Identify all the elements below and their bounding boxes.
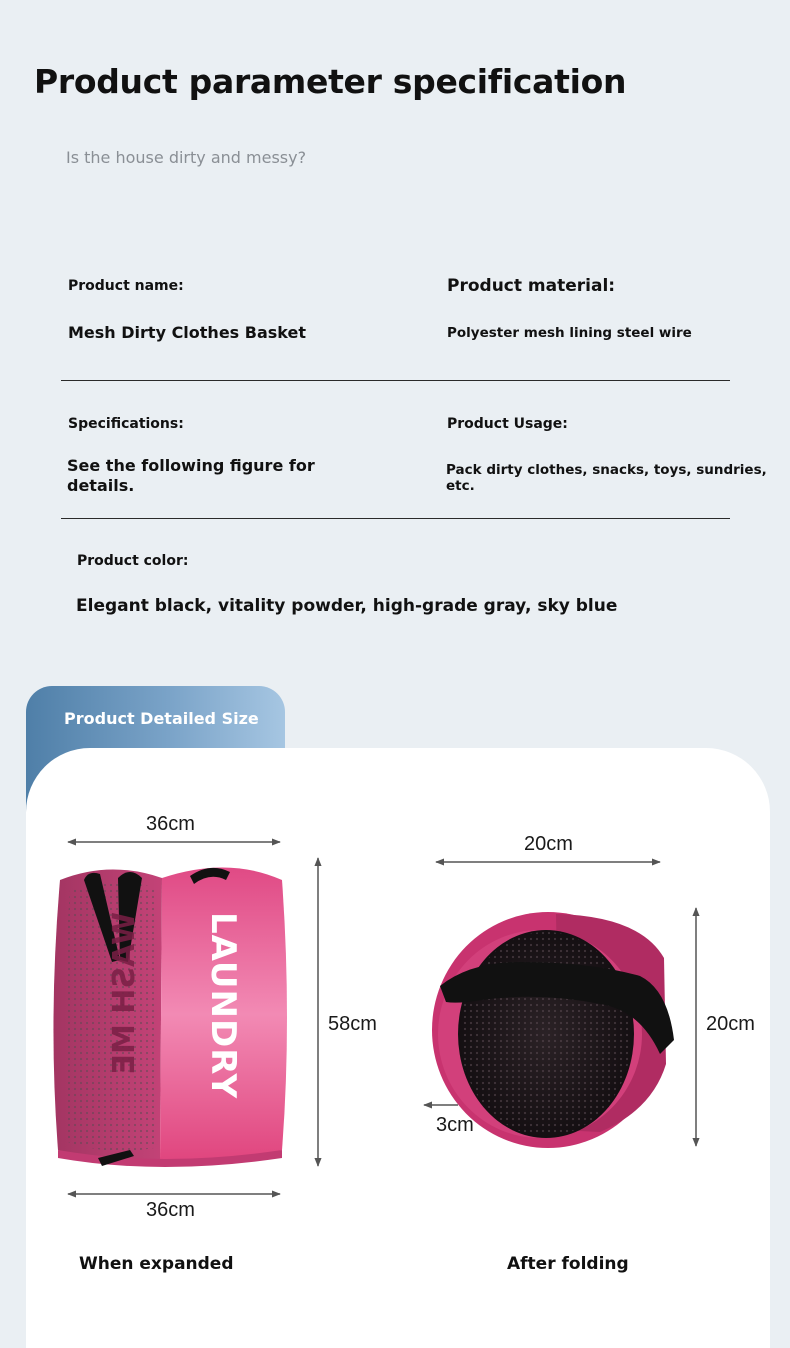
expanded-basket-image xyxy=(53,867,287,1167)
product-name-value: Mesh Dirty Clothes Basket xyxy=(68,323,306,342)
page-title: Product parameter specification xyxy=(34,62,627,101)
specifications-label: Specifications: xyxy=(68,416,184,432)
product-usage-label: Product Usage: xyxy=(447,416,568,432)
specifications-value: See the following figure for details. xyxy=(67,456,315,495)
product-material-label: Product material: xyxy=(447,276,616,296)
expanded-height-label: 58cm xyxy=(328,1013,377,1035)
product-material-value: Polyester mesh lining steel wire xyxy=(447,325,692,341)
product-color-label: Product color: xyxy=(77,553,189,569)
expanded-width-bottom-label: 36cm xyxy=(146,1199,195,1221)
basket-laundry-text: LAUNDRY xyxy=(203,912,243,1100)
folded-height-label: 20cm xyxy=(706,1013,755,1035)
folded-width-label: 20cm xyxy=(524,833,573,855)
folded-thickness-label: 3cm xyxy=(436,1114,474,1136)
size-section-tab-label: Product Detailed Size xyxy=(64,709,259,728)
folded-caption: After folding xyxy=(507,1254,629,1274)
product-color-value: Elegant black, vitality powder, high-grade gray, sky blue xyxy=(76,596,618,616)
folded-basket-image xyxy=(432,912,674,1148)
page-subtitle: Is the house dirty and messy? xyxy=(66,148,307,167)
expanded-width-top-label: 36cm xyxy=(146,813,195,835)
product-usage-value: Pack dirty clothes, snacks, toys, sundries, etc. xyxy=(446,462,767,494)
product-name-label: Product name: xyxy=(68,278,184,294)
expanded-caption: When expanded xyxy=(79,1254,234,1274)
basket-washme-text: WASH ME xyxy=(107,912,142,1075)
